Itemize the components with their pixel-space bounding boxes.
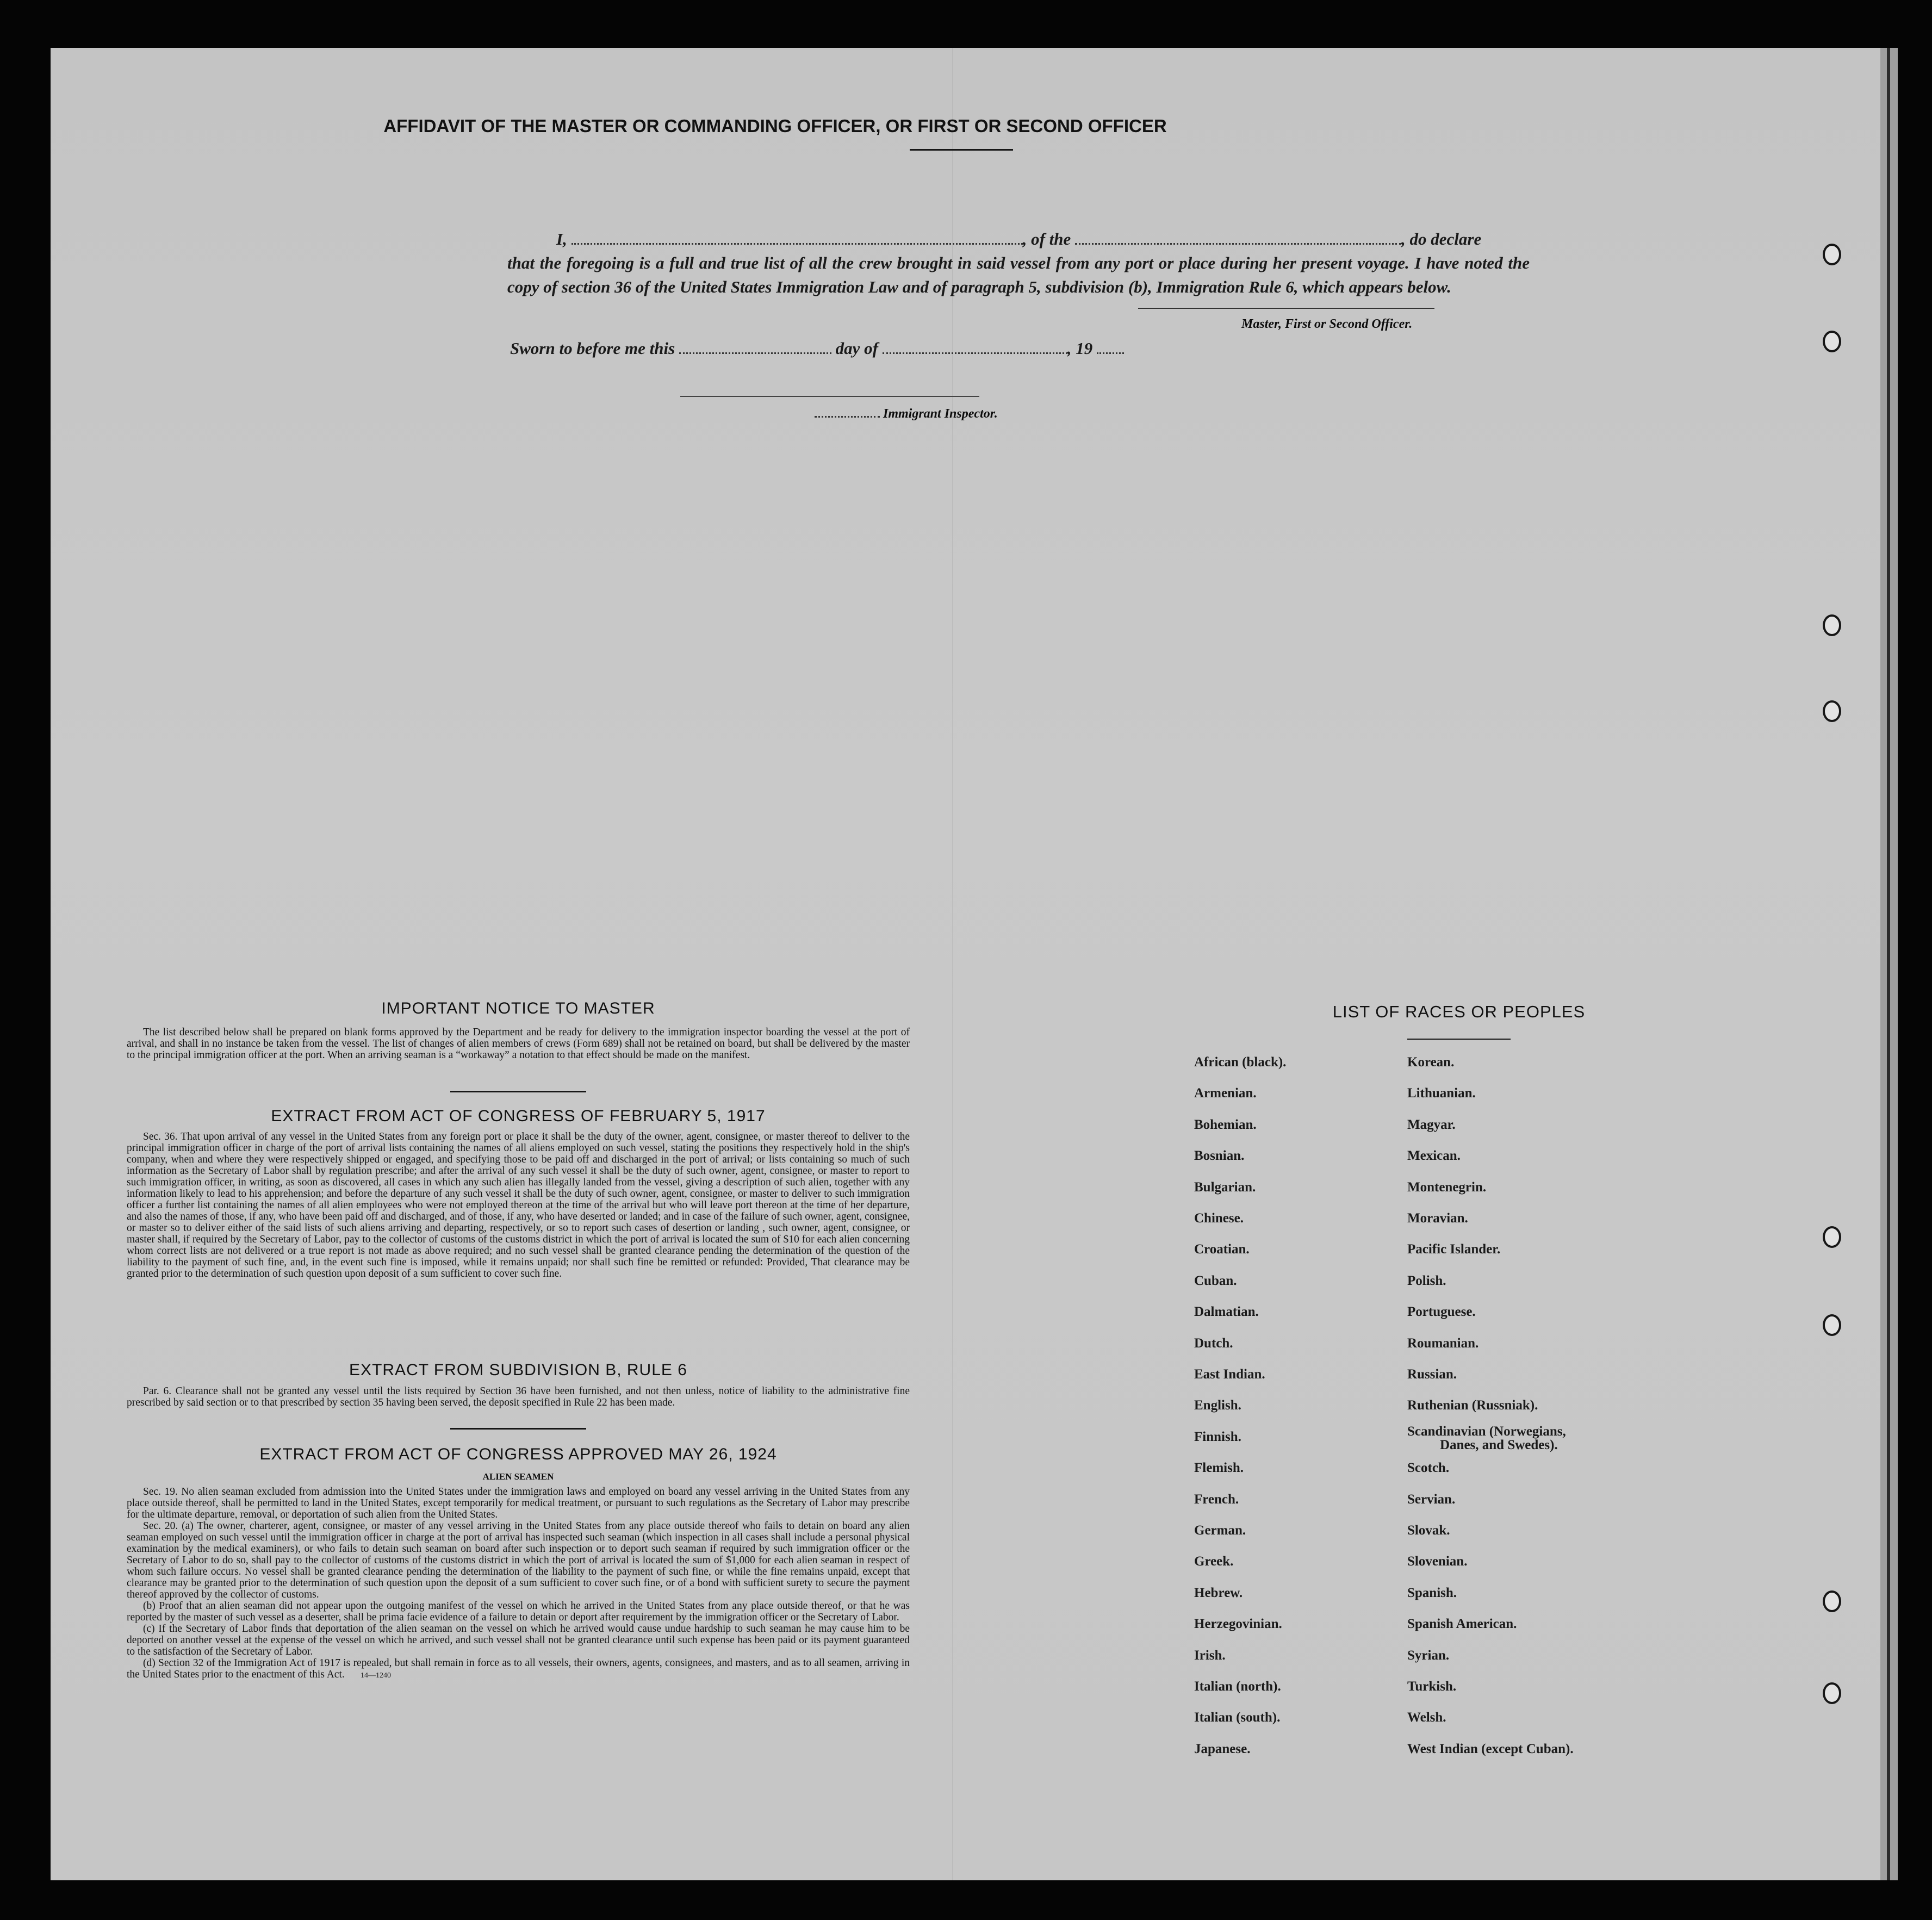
- sworn-line: [510, 339, 1124, 358]
- punch-hole: [1823, 1590, 1841, 1612]
- extract-1924-title: EXTRACT FROM ACT OF CONGRESS APPROVED MAY 26, 1924: [259, 1445, 777, 1463]
- notice-rule: [450, 1091, 586, 1092]
- extract-1924-text: [127, 1486, 910, 1681]
- race-item: Russian.: [1407, 1367, 1457, 1382]
- sec-20c-paragraph: (c) If the Secretary of Labor finds that deportation of the alien seaman on the vessel on which he arrived would cause undue hardship to such seaman he may cause him to be deported on another vessel at the expense of the vessel on which he arrived, and such vessel shall not be granted clearance until such expense has been paid or its payment guaranteed to the satisfaction of the Secretary of Labor.: [127, 1623, 910, 1657]
- sec-19-paragraph: Sec. 19. No alien seaman excluded from admission into the United States under the immigration laws and employed on board any vessel arriving in the United States from any place outside thereof, shall be permitted to land in the United States, except temporarily for medical treatment, or pursuant to such regulations as the Secretary of Labor may prescribe for the ultimate departure, removal, or deportation of such alien from the United States.: [127, 1486, 910, 1520]
- punch-hole: [1823, 331, 1841, 352]
- punch-hole: [1823, 700, 1841, 722]
- race-item: Spanish.: [1407, 1585, 1457, 1600]
- inspector-caption: Immigrant Inspector.: [883, 407, 998, 421]
- sworn-year-blank[interactable]: [1097, 341, 1124, 354]
- race-item: Magyar.: [1407, 1117, 1456, 1132]
- race-item: Mexican.: [1407, 1148, 1461, 1164]
- race-item: Slovak.: [1407, 1523, 1450, 1538]
- extract-rule6-text: [127, 1385, 910, 1408]
- race-item: Japanese.: [1194, 1741, 1251, 1756]
- notice-paragraph: The list described below shall be prepared on blank forms approved by the Department and be ready for delivery to the immigration inspector boarding the vessel at the port of arrival, and shall in no instance be taken from the vessel. The list of changes of alien members of crews (Form 689) shall not be retained on board, but shall be delivered by the master to the principal immigration officer at the port. When an arriving seaman is a “workaway” a notation to that effect should be made on the manifest.: [127, 1027, 910, 1061]
- race-item: Portuguese.: [1407, 1304, 1476, 1320]
- document-sheet: [51, 48, 1880, 1880]
- race-item: Bohemian.: [1194, 1117, 1257, 1132]
- race-item: German.: [1194, 1523, 1246, 1538]
- affidavit-title: AFFIDAVIT OF THE MASTER OR COMMANDING OFFICER, OR FIRST OR SECOND OFFICER: [383, 116, 1167, 136]
- race-item: Croatian.: [1194, 1242, 1250, 1257]
- race-item: Spanish American.: [1407, 1617, 1517, 1632]
- punch-hole: [1823, 1226, 1841, 1248]
- race-item: Italian (north).: [1194, 1679, 1281, 1694]
- race-item: Finnish.: [1194, 1429, 1241, 1444]
- race-item: Dutch.: [1194, 1335, 1233, 1351]
- sworn-day: day of: [835, 339, 878, 358]
- inspector-line[interactable]: [680, 396, 979, 397]
- race-item: African (black).: [1194, 1055, 1287, 1070]
- signature-line[interactable]: [1138, 308, 1434, 309]
- extract-1917-text: [127, 1131, 910, 1279]
- name-blank[interactable]: [571, 232, 1023, 245]
- punch-hole: [1823, 244, 1841, 265]
- race-item: Korean.: [1407, 1055, 1455, 1070]
- race-item: West Indian (except Cuban).: [1407, 1741, 1574, 1756]
- sworn-year: , 19: [1067, 339, 1093, 358]
- race-item: Greek.: [1194, 1554, 1234, 1569]
- notice-text: [127, 1027, 910, 1061]
- alien-seamen-subtitle: ALIEN SEAMEN: [482, 1471, 554, 1482]
- sec-20d-text: (d) Section 32 of the Immigration Act of 1917 is repealed, but shall remain in force as to all vessels, their owners, agents, consignees, and masters, and as to all seamen, arriving in the United States prior to the enactment of this Act.: [127, 1657, 910, 1680]
- race-item: Italian (south).: [1194, 1710, 1281, 1725]
- race-item-continuation: Danes, and Swedes).: [1440, 1437, 1558, 1452]
- race-item: Chinese.: [1194, 1211, 1244, 1226]
- inspector-line-row: [815, 407, 998, 421]
- race-item: Hebrew.: [1194, 1585, 1243, 1600]
- title-rule: [910, 149, 1013, 151]
- rule6-rule: [450, 1428, 586, 1430]
- extract-rule6-title: EXTRACT FROM SUBDIVISION B, RULE 6: [349, 1361, 687, 1379]
- declare-prefix: I,: [556, 229, 567, 248]
- race-item: Scotch.: [1407, 1461, 1450, 1476]
- punch-hole: [1823, 1682, 1841, 1704]
- race-item: Lithuanian.: [1407, 1086, 1476, 1101]
- sec-20d-paragraph: [127, 1657, 910, 1681]
- race-item: Cuban.: [1194, 1273, 1237, 1288]
- races-title: LIST OF RACES OR PEOPLES: [1332, 1002, 1586, 1021]
- race-item: Turkish.: [1407, 1679, 1457, 1694]
- race-item: Herzegovinian.: [1194, 1617, 1282, 1632]
- race-item: Roumanian.: [1407, 1335, 1479, 1351]
- punch-hole: [1823, 1314, 1841, 1336]
- declare-suffix: , do declare: [1401, 229, 1482, 248]
- race-item: English.: [1194, 1398, 1241, 1413]
- notice-title: IMPORTANT NOTICE TO MASTER: [381, 999, 655, 1017]
- declare-middle: , of the: [1022, 229, 1071, 248]
- punch-hole: [1823, 614, 1841, 636]
- race-item: Pacific Islander.: [1407, 1242, 1501, 1257]
- sec-20a-paragraph: Sec. 20. (a) The owner, charterer, agent, consignee, or master of any vessel arriving in the United States from any place outside thereof who fails to detain on board any alien seaman employed on such vessel until the immigration officer in charge at the port of arrival has inspected such seaman (which inspection in all cases shall include a personal physical examination by the medical examiners), or who fails to detain such seaman on board after such inspection or to deport such seaman if required by such immigration officer or the Secretary of Labor to do so, shall pay to the collector of customs of the customs district in which the port of arrival is located the sum of $1,000 for each alien seaman in respect of whom such failure occurs. No vessel shall be granted clearance pending the determination of the liability to the payment of such fine, or while the fine remains unpaid, except that clearance may be granted prior to the determination of such question upon the deposit of a sum sufficient to cover such fine, or of a bond with sufficient surety to secure the payment thereof approved by the collector of customs.: [127, 1520, 910, 1600]
- sec-36-paragraph: Sec. 36. That upon arrival of any vessel in the United States from any foreign port or place it shall be the duty of the owner, agent, consignee, or master thereof to deliver to the principal immigration officer in charge of the port of arrival lists containing the names of all aliens employed on such vessel, stating the positions they respectively hold in the ship's company, when and where they were respectively shipped or engaged, and specifying those to be paid off and discharged in the port of arrival; or lists containing so much of such information as the Secretary of Labor shall by regulation prescribe; and after the arrival of any such vessel it shall be the duty of such owner, agent, consignee, or master to report to such immigration officer, in writing, as soon as discovered, all cases in which any such alien has illegally landed from the vessel, giving a description of such alien, together with any information likely to lead to his apprehension; and before the departure of any such vessel it shall be the duty of such owner, agent, consignee, or master to deliver to such immigration officer a further list containing the names of all alien employees who were not employed thereon at the time of the arrival but who will leave port thereon at the time of her departure, and also the names of those, if any, who have been paid off and discharged, and of those, if any, who have deserted or landed; and in case of the failure of such owner, agent, consignee, or master so to deliver either of the said lists of such aliens arriving and departing, respectively, or so to report such cases of desertion or landing , such owner, agent, consignee, or master shall, if required by the Secretary of Labor, pay to the collector of customs of the customs district in which the port of arrival is located the sum of $10 for each alien concerning whom correct lists are not delivered or a true report is not made as above required; and no such vessel shall be granted clearance pending the determination of the question of the liability to the payment of such fine, and, in the event such fine is imposed, while it remains unpaid; nor shall such fine be remitted or refunded: Provided, That clearance may be granted prior to the determination of such question upon deposit of a sum sufficient to cover such fine.: [127, 1131, 910, 1279]
- signature-caption: Master, First or Second Officer.: [1241, 317, 1413, 331]
- sworn-prefix: Sworn to before me this: [510, 339, 675, 358]
- race-item: Armenian.: [1194, 1086, 1257, 1101]
- affidavit-text: that the foregoing is a full and true list of all the crew brought in said vessel from any port or place during her present voyage. I have noted the copy of section 36 of the United States Immigration Law and of paragraph 5, subdivision (b), Immigration Rule 6, which appears below.: [507, 253, 1530, 296]
- race-item: Irish.: [1194, 1648, 1226, 1663]
- race-item: Ruthenian (Russniak).: [1407, 1398, 1538, 1413]
- race-item: Scandinavian (Norwegians,: [1407, 1424, 1566, 1439]
- extract-1917-title: EXTRACT FROM ACT OF CONGRESS OF FEBRUARY 5, 1917: [271, 1107, 766, 1125]
- par-6-paragraph: Par. 6. Clearance shall not be granted any vessel until the lists required by Section 36 have been furnished, and not then unless, notice of liability to the administrative fine prescribed by said section or to that prescribed by section 35 having been served, the deposit specified in Rule 22 has been made.: [127, 1385, 910, 1408]
- sworn-date-blank[interactable]: [679, 341, 831, 354]
- race-item: Welsh.: [1407, 1710, 1446, 1725]
- sec-20b-paragraph: (b) Proof that an alien seaman did not appear upon the outgoing manifest of the vessel on which he arrived in the United States from any place outside thereof, or that he was reported by the master of such vessel as a deserter, shall be prima facie evidence of a failure to detain or deport after requirement by the immigration officer or the Secretary of Labor.: [127, 1600, 910, 1623]
- race-item: Bulgarian.: [1194, 1179, 1256, 1195]
- race-item: Syrian.: [1407, 1648, 1450, 1663]
- inspector-blank[interactable]: [815, 408, 880, 418]
- form-number: 14—1240: [361, 1672, 391, 1680]
- race-item: Bosnian.: [1194, 1148, 1245, 1164]
- race-item: Polish.: [1407, 1273, 1446, 1288]
- binding-strip: [1880, 48, 1898, 1880]
- vessel-blank[interactable]: [1075, 232, 1401, 245]
- race-item: East Indian.: [1194, 1367, 1265, 1382]
- race-item: Flemish.: [1194, 1461, 1244, 1476]
- race-item: French.: [1194, 1492, 1239, 1507]
- races-rule: [1407, 1039, 1511, 1040]
- center-fold: [952, 48, 953, 1880]
- race-item: Moravian.: [1407, 1211, 1468, 1226]
- race-item: Montenegrin.: [1407, 1179, 1487, 1195]
- race-item: Slovenian.: [1407, 1554, 1468, 1569]
- race-item: Dalmatian.: [1194, 1304, 1259, 1320]
- sworn-month-blank[interactable]: [883, 341, 1067, 354]
- race-item: Servian.: [1407, 1492, 1456, 1507]
